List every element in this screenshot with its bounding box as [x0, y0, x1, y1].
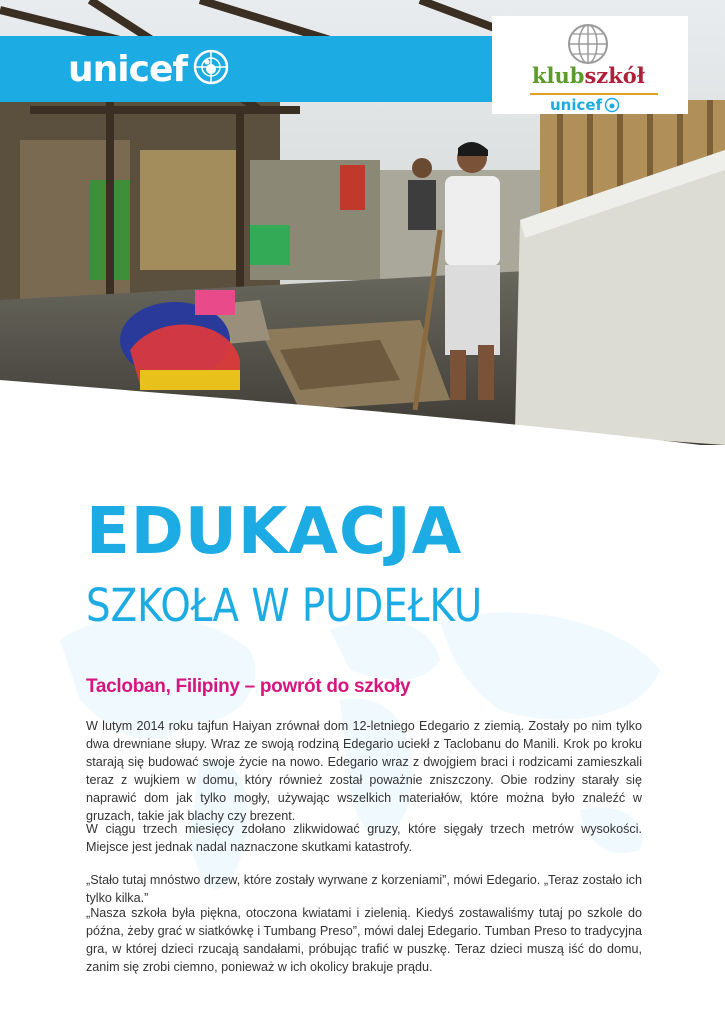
unicef-globe-icon — [191, 47, 231, 92]
klub-unicef-text: unicef — [550, 96, 603, 114]
page-title: EDUKACJA — [86, 495, 463, 569]
unicef-logo[interactable] — [68, 44, 231, 94]
klub-szkol-logo[interactable] — [492, 16, 688, 114]
paragraph: W ciągu trzech miesięcy zdołano zlikwidować gruzy, które sięgały trzech metrów wysokości. Miejsce jest jednak nadal naznaczone skutkami katastrofy. — [86, 822, 642, 854]
klub-szkol-text — [532, 63, 645, 88]
globe-icon — [564, 22, 612, 68]
szkol-word: szkół — [584, 63, 645, 88]
paragraph: „Stało tutaj mnóstwo drzew, które zostały wyrwane z korzeniami”, mówi Edegario. „Teraz zostało ich tylko kilka.” — [86, 873, 642, 905]
unicef-logo-text: unicef — [68, 48, 188, 90]
klub-word: klub — [532, 63, 585, 88]
unicef-globe-small-icon — [604, 97, 620, 113]
page-subtitle: SZKOŁA W PUDEŁKU — [86, 579, 483, 632]
paragraph: W lutym 2014 roku tajfun Haiyan zrównał dom 12-letniego Edegario z ziemią. Zostały po nim tylko dwa drewniane słupy. Wraz ze swoją rodziną Edegario uciekł z Taclobanu do Manili. Krok po kroku starają się budować swoje życie na nowo. Edegario wraz z dwojgiem braci i rodzicami zamieszkali teraz z wujkiem w domu, który również został poważnie zniszczony. Obie rodziny starały się naprawić dom jak tylko mogły, używając wszelkich materiałów, które można było znaleźć w gruzach, takie jak blachy czy brezent. — [86, 719, 642, 823]
logo-divider — [530, 93, 658, 95]
section-heading: Tacloban, Filipiny – powrót do szkoły — [86, 676, 411, 697]
paragraph: „Nasza szkoła była piękna, otoczona kwiatami i zielenią. Kiedyś zostawaliśmy tutaj po szkole do późna, żeby grać w siatkówkę i Tumbang Preso”, mówi dalej Edegario. Tumban Preso to tradycyjna gra, w której dzieci rzucają sandałami, próbując trafić w puszkę. Teraz dzieci muszą iść do domu, zanim się zrobi ciemno, ponieważ w ich okolicy brakuje prądu. — [86, 906, 642, 974]
klub-unicef-label — [550, 96, 620, 114]
